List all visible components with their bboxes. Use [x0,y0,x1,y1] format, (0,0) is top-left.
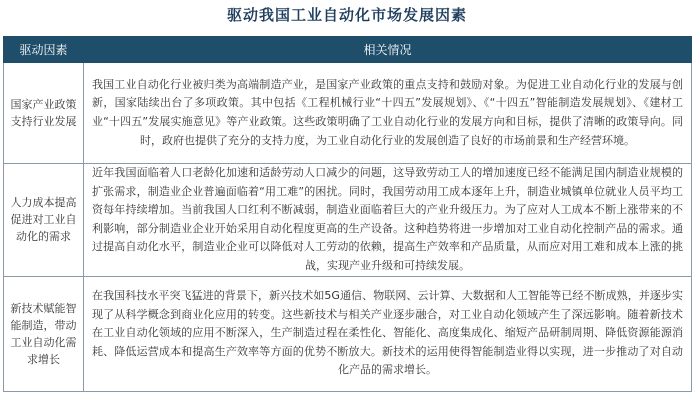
factor-cell: 国家产业政策支持行业发展 [4,63,84,164]
description-cell: 在我国科技水平突飞猛进的背景下，新兴技术如5G通信、物联网、云计算、大数据和人工智能等已经不断成熟，并逐步实现了从科学概念到商业化应用的转变。这些新技术与相关产业逐步融合，对工业自动化领域产生了深远影响。随着新技术在工业自动化领域的应用不断深入，生产制造过程在柔性化、智能化、高度集成化、缩短产品研制周期、降低资源能源消耗、降低运营成本和提高生产效率等方面的优势不断放大。新技术的运用使得智能制造业得以实现，进一步推动了对自动化产品的需求增长。 [84,276,692,391]
header-factor: 驱动因素 [4,37,84,63]
table-row [4,63,692,164]
table-row [4,276,692,391]
table-header-row [4,37,692,63]
factor-cell: 人力成本提高促进对工业自动化的需求 [4,164,84,277]
header-description: 相关情况 [84,37,692,63]
description-cell: 我国工业自动化行业被归类为高端制造产业，是国家产业政策的重点支持和鼓励对象。为促进工业自动化行业的发展与创新，国家陆续出台了多项政策。其中包括《工程机械行业“十四五”发展规划》、《“十四五”智能制造发展规划》、《建材工业“十四五”发展实施意见》等产业政策。这些政策明确了工业自动化行业的发展方向和目标，提供了清晰的政策导向。同时，政府也提供了充分的支持力度，为工业自动化行业的发展创造了良好的市场前景和生产经营环境。 [84,63,692,164]
factors-table [3,36,692,392]
page-title: 驱动我国工业自动化市场发展因素 [226,6,467,24]
description-cell: 近年我国面临着人口老龄化加速和适龄劳动人口减少的问题，这导致劳动工人的增加速度已经不能满足国内制造业规模的扩张需求，制造业企业普遍面临着“用工难”的困扰。同时，我国劳动用工成本逐年上升，制造业城镇单位就业人员平均工资每年持续增加。当前我国人口红利不断减弱，制造业面临着巨大的产业升级压力。为了应对人工成本不断上涨带来的不利影响，部分制造业企业开始采用自动化程度更高的生产设备。这种趋势将进一步增加对工业自动化控制产品的需求。通过提高自动化水平，制造业企业可以降低对人工劳动的依赖，提高生产效率和产品质量，从而应对用工难和成本上涨的挑战，实现产业升级和可持续发展。 [84,164,692,277]
factor-cell: 新技术赋能智能制造，带动工业自动化需求增长 [4,276,84,391]
table-row [4,164,692,277]
